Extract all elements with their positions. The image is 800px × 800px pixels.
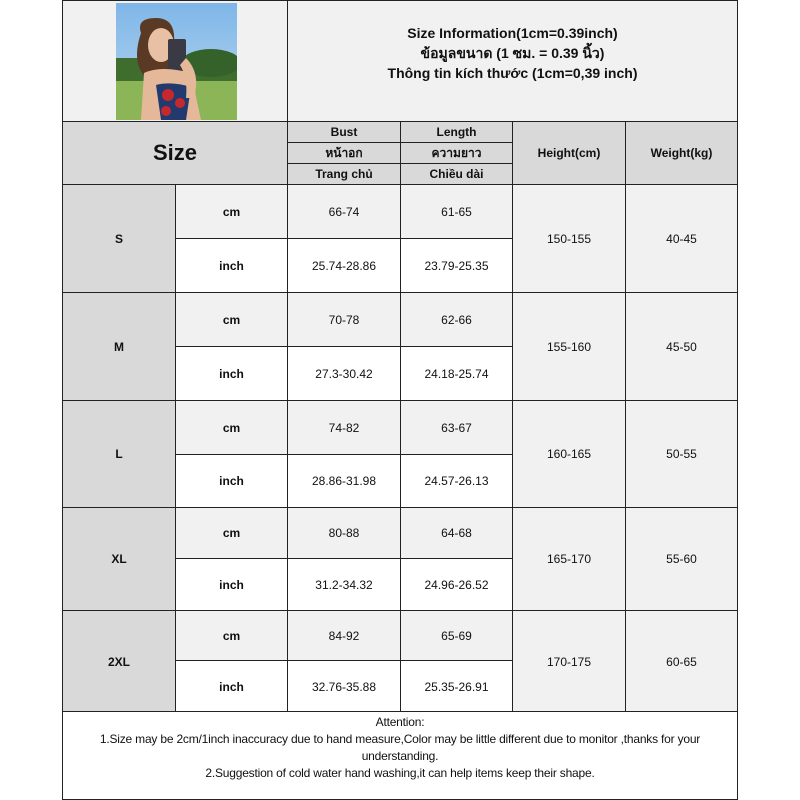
bust-inch-value: 27.3-30.42 [287,346,401,401]
length-inch-value: 24.96-26.52 [400,558,513,611]
unit-inch-label: inch [175,660,288,713]
length-inch-value: 25.35-26.91 [400,660,513,713]
length-cm-value: 62-66 [400,292,513,347]
size-label: M [62,292,176,401]
height-header: Height(cm) [512,121,626,185]
weight-value: 45-50 [625,292,738,401]
attention-note-1: 1.Size may be 2cm/1inch inaccuracy due to hand measure,Color may be little different due to monitor ,thanks for your understanding. [99,732,701,763]
unit-cm-label: cm [175,507,288,559]
size-label: S [62,184,176,293]
height-value: 170-175 [512,610,626,713]
weight-value: 55-60 [625,507,738,611]
bust-cm-value: 84-92 [287,610,401,661]
bust-inch-value: 25.74-28.86 [287,238,401,293]
unit-cm-label: cm [175,184,288,239]
photo-cell [62,0,288,122]
title-vietnamese: Thông tin kích thước (1cm=0,39 inch) [387,65,638,81]
attention-note-2: 2.Suggestion of cold water hand washing,it can help items keep their shape. [205,766,595,780]
length-inch-value: 23.79-25.35 [400,238,513,293]
bust-inch-value: 31.2-34.32 [287,558,401,611]
weight-header: Weight(kg) [625,121,738,185]
length-header-en: Length [400,121,513,143]
length-cm-value: 65-69 [400,610,513,661]
size-label: XL [62,507,176,611]
bust-header-th: หน้าอก [287,142,401,164]
length-inch-value: 24.18-25.74 [400,346,513,401]
size-label: L [62,400,176,508]
bust-cm-value: 74-82 [287,400,401,455]
bust-inch-value: 32.76-35.88 [287,660,401,713]
unit-cm-label: cm [175,610,288,661]
length-inch-value: 24.57-26.13 [400,454,513,508]
height-value: 155-160 [512,292,626,401]
height-value: 165-170 [512,507,626,611]
unit-inch-label: inch [175,346,288,401]
title-thai: ข้อมูลขนาด (1 ซม. = 0.39 นิ้ว) [420,45,605,61]
attention-notes [62,711,738,800]
length-cm-value: 61-65 [400,184,513,239]
unit-cm-label: cm [175,400,288,455]
size-label: 2XL [62,610,176,713]
unit-cm-label: cm [175,292,288,347]
bust-header-vi: Trang chủ [287,163,401,185]
weight-value: 60-65 [625,610,738,713]
length-header-vi: Chiều dài [400,163,513,185]
bust-cm-value: 80-88 [287,507,401,559]
height-value: 150-155 [512,184,626,293]
unit-inch-label: inch [175,558,288,611]
size-chart [62,0,738,800]
bust-cm-value: 70-78 [287,292,401,347]
height-value: 160-165 [512,400,626,508]
unit-inch-label: inch [175,454,288,508]
size-info-title [287,0,738,122]
title-english: Size Information(1cm=0.39inch) [407,25,618,41]
bust-cm-value: 66-74 [287,184,401,239]
model-photo [116,3,237,120]
length-cm-value: 64-68 [400,507,513,559]
weight-value: 50-55 [625,400,738,508]
size-column-header: Size [62,121,288,185]
unit-inch-label: inch [175,238,288,293]
length-cm-value: 63-67 [400,400,513,455]
bust-inch-value: 28.86-31.98 [287,454,401,508]
length-header-th: ความยาว [400,142,513,164]
attention-heading: Attention: [375,715,425,729]
weight-value: 40-45 [625,184,738,293]
bust-header-en: Bust [287,121,401,143]
